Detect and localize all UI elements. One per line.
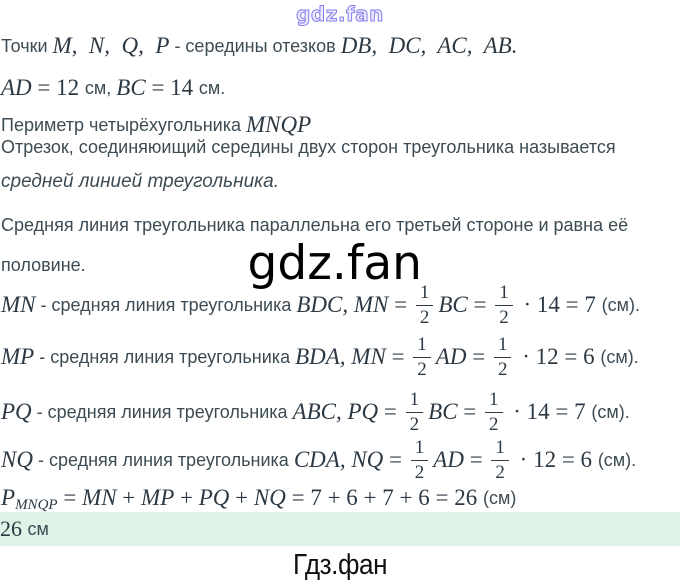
math-variable: M, N, Q, P <box>52 33 170 58</box>
math-variable: MN <box>82 485 117 510</box>
math-variable: MN <box>1 292 36 317</box>
math-variable: MNQP <box>246 115 312 136</box>
text-segment: см, <box>84 77 117 98</box>
text-segment: (см). <box>600 346 639 367</box>
statement-perimeter-question-line <box>1 115 561 136</box>
text-segment: - средняя линия треугольника <box>35 294 297 315</box>
fraction-denominator: 2 <box>495 305 513 330</box>
text-segment: (см) <box>482 487 517 508</box>
fraction-numerator: 1 <box>499 281 509 303</box>
text-segment: (см). <box>601 294 640 315</box>
solution-line-nq <box>1 437 636 483</box>
math-variable: ABC, PQ <box>292 399 379 424</box>
fraction <box>495 281 513 330</box>
fraction-numerator: 1 <box>495 436 505 458</box>
text-segment: (см). <box>591 401 630 422</box>
solution-line-mp <box>1 334 639 380</box>
fraction-numerator: 1 <box>417 333 427 355</box>
math-variable: BC <box>438 292 468 317</box>
fraction-denominator: 2 <box>406 412 424 437</box>
fraction-denominator: 2 <box>413 357 431 382</box>
fraction-denominator: 2 <box>416 305 434 330</box>
math-variable: AD <box>435 344 467 369</box>
math-number: = <box>385 344 411 369</box>
fraction-numerator: 1 <box>419 281 430 303</box>
math-variable: BC <box>428 399 458 424</box>
fraction-denominator: 2 <box>485 412 503 437</box>
fraction <box>494 333 512 382</box>
math-number: + <box>229 485 254 510</box>
math-number: 26 <box>0 516 28 541</box>
solution-line-pq <box>1 389 630 435</box>
statement-given-line <box>1 75 225 101</box>
math-number: + <box>174 485 199 510</box>
math-number: = <box>457 399 483 424</box>
math-variable: P <box>1 485 16 510</box>
math-variable: NQ <box>253 485 286 510</box>
math-variable: DB, DC, AC, AB. <box>340 33 518 58</box>
statement-points-line <box>1 33 517 59</box>
fraction-numerator: 1 <box>409 388 420 410</box>
fraction <box>485 388 503 437</box>
math-number: = <box>57 485 83 510</box>
math-number: · 14 = 7 <box>507 399 592 424</box>
fraction-denominator: 2 <box>491 460 509 485</box>
math-variable: AD <box>433 447 464 472</box>
math-variable: MP <box>141 485 175 510</box>
theory-definition-line1: Отрезок, соединяюищий середины двух сторон треугольника называется <box>1 137 616 157</box>
theory-property-line1: Средняя линия треугольника параллельна его третьей стороне и равна её <box>1 215 629 235</box>
math-number: · 12 = 6 <box>516 344 601 369</box>
math-number: = 14 <box>145 75 199 100</box>
math-number: = 7 + 6 + 7 + 6 = 26 <box>285 485 483 510</box>
text-segment: - средняя линия треугольника <box>32 449 294 470</box>
watermark-center: gdz.fan <box>247 236 422 291</box>
text-segment: Периметр четырёхугольника <box>1 115 246 135</box>
math-number: = 12 <box>31 75 85 100</box>
fraction <box>406 388 424 437</box>
math-variable: PQ <box>1 399 32 424</box>
math-number: = <box>388 292 413 317</box>
text-segment: - середины отезков <box>169 35 341 56</box>
answer-value <box>0 516 49 542</box>
fraction-numerator: 1 <box>414 436 425 458</box>
text-segment: (см). <box>597 449 637 470</box>
math-variable: NQ <box>1 447 33 472</box>
theory-property-line2: половине. <box>1 255 86 275</box>
fraction <box>411 436 429 485</box>
fraction-numerator: 1 <box>489 388 499 410</box>
watermark-top: gdz.fan <box>296 2 384 26</box>
math-number: · 14 = 7 <box>517 292 602 317</box>
text-segment: Точки <box>1 35 53 56</box>
math-variable: PQ <box>198 485 230 510</box>
fraction-numerator: 1 <box>497 333 508 355</box>
text-segment: - средняя линия треугольника <box>31 401 293 422</box>
fraction <box>491 436 509 485</box>
fraction <box>413 333 431 382</box>
solution-line-perimeter-total <box>1 484 516 512</box>
text-segment: см. <box>198 77 226 98</box>
text-segment: см <box>27 518 49 539</box>
math-variable: AD <box>1 75 32 100</box>
math-variable: BC <box>116 75 146 100</box>
math-number: = <box>463 447 489 472</box>
theory-definition-line2: средней линией треугольника. <box>1 171 279 192</box>
math-number: + <box>116 485 142 510</box>
math-number: = <box>466 344 491 369</box>
math-variable: BDC, MN <box>296 292 389 317</box>
statement-perimeter-question-clip <box>1 115 561 136</box>
math-subscript: MNQP <box>15 496 58 513</box>
math-variable: MP <box>1 344 35 369</box>
fraction-denominator: 2 <box>494 357 512 382</box>
math-variable: CDA, NQ <box>293 447 384 472</box>
math-number: · 12 = 6 <box>513 447 598 472</box>
fraction-denominator: 2 <box>411 460 429 485</box>
math-number: = <box>467 292 493 317</box>
answer-band <box>0 512 680 546</box>
math-number: = <box>383 447 408 472</box>
text-segment: - средняя линия треугольника <box>34 346 296 367</box>
math-variable: BDA, MN <box>295 344 386 369</box>
footer-site-label: Гдз.фан <box>292 549 388 581</box>
math-number: = <box>378 399 403 424</box>
